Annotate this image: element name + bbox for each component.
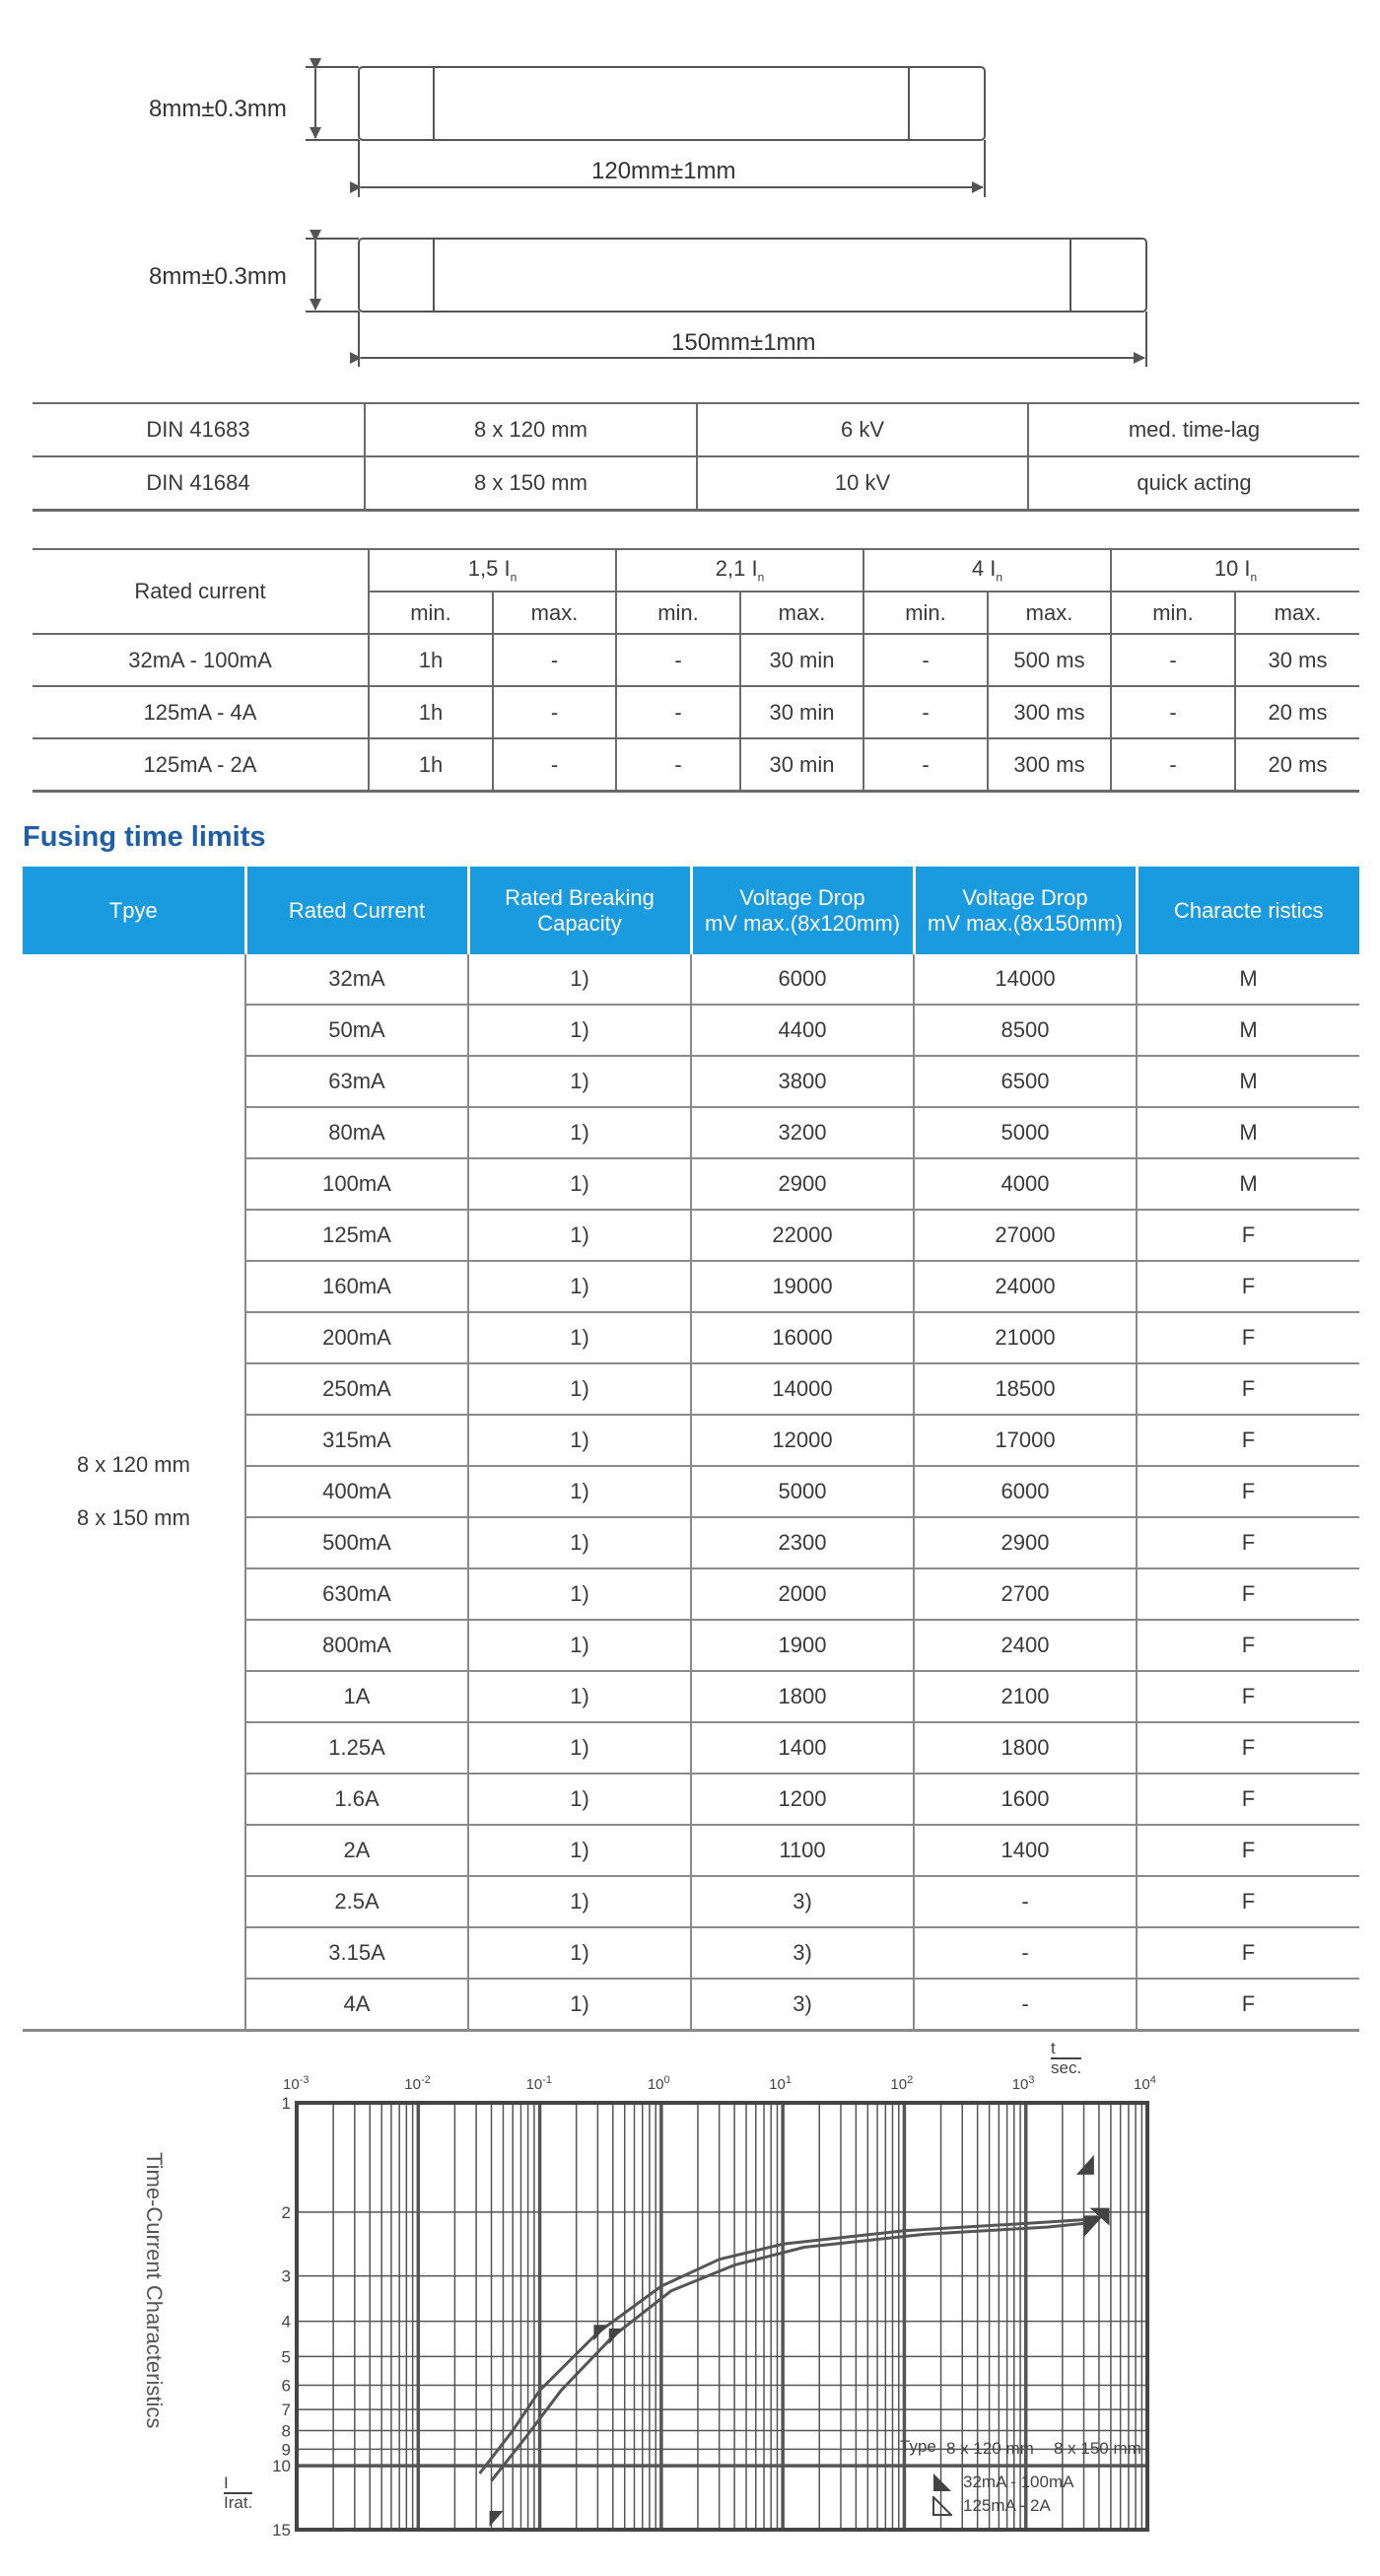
x-tick-base: 10 — [525, 2076, 543, 2093]
x-tick-base: 10 — [283, 2076, 300, 2093]
table-cell: 30 min — [740, 634, 863, 686]
rated-current-cell: 63mA — [245, 1056, 468, 1107]
breaking-capacity-cell: 1) — [468, 1876, 691, 1927]
table-row — [33, 686, 1359, 738]
factor-header: 10 $I_n$ — [1111, 549, 1359, 592]
table-cell: - — [616, 686, 740, 738]
voltage-drop-150-cell: 24000 — [914, 1261, 1137, 1312]
voltage-drop-120-cell: 19000 — [691, 1261, 914, 1312]
characteristics-cell: F — [1137, 1415, 1359, 1466]
table-cell: 30 ms — [1235, 634, 1359, 686]
curve-marker — [609, 2329, 623, 2344]
t-label: t — [1051, 2039, 1056, 2057]
y-tick-labels — [272, 2094, 291, 2540]
characteristics-cell: M — [1137, 1056, 1359, 1107]
y-tick-label: 3 — [281, 2266, 291, 2286]
table-cell: 20 ms — [1235, 738, 1359, 792]
voltage-drop-150-cell: 2400 — [914, 1620, 1137, 1671]
table-cell: 125mA - 2A — [33, 738, 369, 792]
voltage-drop-150-cell: 1600 — [914, 1774, 1137, 1825]
characteristics-cell: M — [1137, 954, 1359, 1005]
table-row — [33, 634, 1359, 686]
standards-table — [33, 402, 1359, 512]
standard-cell: DIN 41684 — [33, 456, 365, 511]
fuse-150-outline — [359, 239, 1146, 312]
legend-type-label: Type — [900, 2437, 936, 2456]
voltage-drop-120-cell: 14000 — [691, 1363, 914, 1415]
i-label: I — [224, 2473, 229, 2492]
min-header: min. — [616, 592, 740, 634]
breaking-capacity-cell: 1) — [468, 1671, 691, 1722]
rated-current-header: Rated current — [33, 549, 369, 634]
voltage-drop-150-cell: 21000 — [914, 1312, 1137, 1363]
rated-current-cell: 4A — [245, 1979, 468, 2031]
legend-entry1: 32mA - 100mA — [963, 2472, 1074, 2491]
voltage-drop-120-cell: 2300 — [691, 1517, 914, 1568]
voltage-drop-120-cell: 3200 — [691, 1107, 914, 1158]
voltage-drop-120-cell: 16000 — [691, 1312, 914, 1363]
type-value: 8 x 150 mm — [77, 1505, 190, 1530]
table-cell: - — [863, 738, 988, 792]
table-cell: - — [1111, 686, 1235, 738]
y-tick-label: 4 — [281, 2312, 291, 2332]
voltage-drop-120-cell: 3800 — [691, 1056, 914, 1107]
breaking-capacity-cell: 1) — [468, 1363, 691, 1415]
voltage-drop-120-cell: 4400 — [691, 1005, 914, 1056]
x-tick-label — [769, 2074, 792, 2093]
voltage-drop-150-cell: 1800 — [914, 1722, 1137, 1774]
fuse-dimension-drawing — [0, 0, 1380, 384]
voltage-drop-120-cell: 1100 — [691, 1825, 914, 1876]
rated-current-cell: 2.5A — [245, 1876, 468, 1927]
chart-side-title: Time-Current Characteristics — [142, 2152, 167, 2429]
characteristics-cell: F — [1137, 1517, 1359, 1568]
characteristics-cell: F — [1137, 1261, 1359, 1312]
voltage-drop-150-cell: 6000 — [914, 1466, 1137, 1517]
fuse-120-diameter-label: 8mm±0.3mm — [149, 96, 287, 122]
x-tick-label — [890, 2074, 913, 2093]
characteristics-cell: F — [1137, 1466, 1359, 1517]
legend-entry2: 125mA - 2A — [963, 2496, 1051, 2515]
x-tick-label — [1012, 2074, 1035, 2093]
breaking-capacity-cell: 1) — [468, 1158, 691, 1210]
characteristics-cell: F — [1137, 1620, 1359, 1671]
legend-outline-triangle-icon — [932, 2496, 952, 2516]
voltage-drop-150-cell: 8500 — [914, 1005, 1137, 1056]
voltage-drop-150-cell: 14000 — [914, 954, 1137, 1005]
fuse-150-length-label: 150mm±1mm — [671, 329, 816, 356]
y-tick-label: 7 — [281, 2401, 291, 2420]
breaking-capacity-cell: 1) — [468, 1107, 691, 1158]
type-cell — [23, 954, 245, 2031]
x-tick-exponent: 2 — [907, 2074, 914, 2086]
characteristics-cell: F — [1137, 1568, 1359, 1620]
voltage-drop-120-cell: 1400 — [691, 1722, 914, 1774]
x-tick-label — [648, 2074, 670, 2093]
min-header: min. — [1111, 592, 1235, 634]
breaking-capacity-cell: 1) — [468, 1415, 691, 1466]
characteristics-cell: F — [1137, 1825, 1359, 1876]
y-tick-label: 6 — [281, 2376, 291, 2396]
type-header: Tpye — [23, 867, 245, 954]
table-cell: - — [1111, 634, 1235, 686]
voltage-drop-120-cell: 22000 — [691, 1210, 914, 1261]
legend-col1: 8 x 120 mm — [946, 2439, 1034, 2458]
breaking-capacity-cell: 1) — [468, 1774, 691, 1825]
factor-header: 2,1 $I_n$ — [616, 549, 863, 592]
x-tick-base: 10 — [1011, 2076, 1029, 2093]
rated-current-header: Rated Current — [245, 867, 468, 954]
breaking-capacity-cell: 1) — [468, 1210, 691, 1261]
fusing-table — [23, 867, 1359, 2032]
speed-cell: quick acting — [1028, 456, 1359, 511]
table-cell: 32mA - 100mA — [33, 634, 369, 686]
voltage-drop-150-cell: 18500 — [914, 1363, 1137, 1415]
breaking-capacity-cell: 1) — [468, 1517, 691, 1568]
voltage-drop-120-cell: 12000 — [691, 1415, 914, 1466]
x-tick-label — [283, 2074, 309, 2093]
table-cell: 300 ms — [988, 738, 1111, 792]
table-cell: 125mA - 4A — [33, 686, 369, 738]
x-tick-exponent: -3 — [299, 2074, 310, 2086]
voltage-cell: 6 kV — [697, 403, 1028, 456]
time-current-chart — [0, 2041, 1380, 2576]
table-cell: - — [493, 634, 616, 686]
speed-cell: med. time-lag — [1028, 403, 1359, 456]
rated-current-cell: 250mA — [245, 1363, 468, 1415]
table-cell: - — [616, 634, 740, 686]
table-cell: - — [863, 686, 988, 738]
rated-current-cell: 80mA — [245, 1107, 468, 1158]
voltage-drop-150-cell: 1400 — [914, 1825, 1137, 1876]
y-tick-label: 10 — [272, 2457, 291, 2476]
type-value: 8 x 120 mm — [77, 1452, 190, 1477]
voltage-drop-120-cell: 3) — [691, 1927, 914, 1979]
rated-current-cell: 500mA — [245, 1517, 468, 1568]
fuse-150-diameter-arrow — [306, 239, 359, 312]
table-cell: - — [493, 738, 616, 792]
voltage-drop-150-cell: 2700 — [914, 1568, 1137, 1620]
voltage-drop-120-cell: 3) — [691, 1876, 914, 1927]
table-cell: 1h — [369, 686, 493, 738]
rated-current-cell: 3.15A — [245, 1927, 468, 1979]
table-cell: 30 min — [740, 686, 863, 738]
table-cell: - — [616, 738, 740, 792]
breaking-capacity-cell: 1) — [468, 1261, 691, 1312]
rated-current-cell: 1.6A — [245, 1774, 468, 1825]
breaking-capacity-cell: 1) — [468, 1979, 691, 2031]
t-axis-label — [1051, 2040, 1081, 2077]
voltage-drop-150-cell: - — [914, 1876, 1137, 1927]
fuse-120-diameter-arrow — [306, 67, 359, 140]
characteristics-cell: M — [1137, 1107, 1359, 1158]
characteristics-cell: F — [1137, 1876, 1359, 1927]
voltage-drop-150-cell: - — [914, 1979, 1137, 2031]
rated-current-cell: 400mA — [245, 1466, 468, 1517]
x-tick-base: 10 — [890, 2076, 908, 2093]
rated-current-cell: 125mA — [245, 1210, 468, 1261]
voltage-drop-150-header: Voltage Drop mV max.(8x150mm) — [914, 867, 1137, 954]
rated-current-cell: 100mA — [245, 1158, 468, 1210]
breaking-capacity-cell: 1) — [468, 1312, 691, 1363]
rated-current-cell: 160mA — [245, 1261, 468, 1312]
legend-col2: 8 x 150 mm — [1054, 2439, 1141, 2458]
x-tick-base: 10 — [769, 2076, 786, 2093]
table-row — [23, 954, 1359, 1005]
x-tick-label — [1134, 2074, 1156, 2093]
voltage-drop-150-cell: 4000 — [914, 1158, 1137, 1210]
rated-current-cell: 1A — [245, 1671, 468, 1722]
y-tick-label: 9 — [281, 2440, 291, 2460]
curve-marker — [1076, 2155, 1094, 2175]
x-tick-base: 10 — [1134, 2076, 1150, 2093]
legend-filled-triangle-icon — [932, 2472, 952, 2492]
rated-current-cell: 800mA — [245, 1620, 468, 1671]
characteristics-cell: F — [1137, 1927, 1359, 1979]
table-cell: 1h — [369, 738, 493, 792]
table-cell: - — [493, 686, 616, 738]
section-title: Fusing time limits — [23, 821, 266, 853]
table-cell: - — [1111, 738, 1235, 792]
breaking-capacity-cell: 1) — [468, 1056, 691, 1107]
size-cell: 8 x 120 mm — [365, 403, 697, 456]
table-cell: 30 min — [740, 738, 863, 792]
rated-current-cell: 200mA — [245, 1312, 468, 1363]
time-limits-table — [33, 548, 1359, 793]
y-tick-label: 5 — [281, 2347, 291, 2367]
breaking-capacity-cell: 1) — [468, 1466, 691, 1517]
standard-cell: DIN 41683 — [33, 403, 365, 456]
y-tick-label: 1 — [281, 2094, 291, 2113]
x-tick-labels — [283, 2074, 1156, 2093]
voltage-drop-150-cell: 2100 — [914, 1671, 1137, 1722]
table-cell: 300 ms — [988, 686, 1111, 738]
voltage-drop-150-cell: 6500 — [914, 1056, 1137, 1107]
breaking-capacity-cell: 1) — [468, 1005, 691, 1056]
voltage-drop-120-cell: 6000 — [691, 954, 914, 1005]
factor-header: 1,5 $I_n$ — [369, 549, 616, 592]
i-axis-label — [224, 2474, 252, 2512]
rated-current-cell: 315mA — [245, 1415, 468, 1466]
rated-current-cell: 2A — [245, 1825, 468, 1876]
breaking-capacity-cell: 1) — [468, 1722, 691, 1774]
characteristics-cell: M — [1137, 1158, 1359, 1210]
voltage-drop-120-cell: 5000 — [691, 1466, 914, 1517]
y-tick-label: 2 — [281, 2202, 291, 2222]
breaking-capacity-cell: 1) — [468, 954, 691, 1005]
table-row — [33, 456, 1359, 511]
voltage-drop-120-cell: 1800 — [691, 1671, 914, 1722]
rated-current-cell: 50mA — [245, 1005, 468, 1056]
rated-current-cell: 32mA — [245, 954, 468, 1005]
voltage-drop-120-header: Voltage Drop mV max.(8x120mm) — [691, 867, 914, 954]
rated-current-cell: 630mA — [245, 1568, 468, 1620]
x-tick-base: 10 — [404, 2076, 421, 2093]
chart-series — [480, 2155, 1110, 2527]
max-header: max. — [740, 592, 863, 634]
x-tick-exponent: 0 — [663, 2074, 670, 2086]
characteristics-cell: F — [1137, 1210, 1359, 1261]
max-header: max. — [1235, 592, 1359, 634]
table-header-row — [23, 867, 1359, 954]
max-header: max. — [493, 592, 616, 634]
voltage-drop-120-cell: 1200 — [691, 1774, 914, 1825]
voltage-drop-120-cell: 2900 — [691, 1158, 914, 1210]
y-tick-label: 15 — [272, 2521, 291, 2540]
sec-label: sec. — [1051, 2058, 1082, 2077]
characteristics-cell: F — [1137, 1363, 1359, 1415]
table-row — [33, 403, 1359, 456]
characteristics-cell: F — [1137, 1722, 1359, 1774]
breaking-capacity-cell: 1) — [468, 1568, 691, 1620]
table-header-row — [33, 549, 1359, 592]
characteristics-cell: F — [1137, 1774, 1359, 1825]
voltage-drop-150-cell: 17000 — [914, 1415, 1137, 1466]
voltage-drop-150-cell: - — [914, 1927, 1137, 1979]
breaking-capacity-header: Rated Breaking Capacity — [468, 867, 691, 954]
characteristics-cell: F — [1137, 1671, 1359, 1722]
rated-current-cell: 1.25A — [245, 1722, 468, 1774]
table-row — [33, 738, 1359, 792]
fuse-120-length-label: 120mm±1mm — [591, 158, 736, 184]
voltage-drop-120-cell: 2000 — [691, 1568, 914, 1620]
x-tick-label — [404, 2074, 430, 2093]
x-tick-base: 10 — [647, 2076, 664, 2093]
table-cell: 20 ms — [1235, 686, 1359, 738]
factor-header: 4 $I_n$ — [863, 549, 1111, 592]
fuse-120-outline — [359, 67, 985, 140]
table-cell: 500 ms — [988, 634, 1111, 686]
voltage-drop-150-cell: 2900 — [914, 1517, 1137, 1568]
max-header: max. — [988, 592, 1111, 634]
x-tick-exponent: -1 — [542, 2074, 553, 2086]
x-tick-exponent: -2 — [420, 2074, 431, 2086]
breaking-capacity-cell: 1) — [468, 1620, 691, 1671]
x-tick-label — [526, 2074, 552, 2093]
x-tick-exponent: 4 — [1149, 2074, 1156, 2086]
x-tick-exponent: 3 — [1028, 2074, 1035, 2086]
breaking-capacity-cell: 1) — [468, 1825, 691, 1876]
table-cell: - — [863, 634, 988, 686]
x-tick-exponent: 1 — [785, 2074, 792, 2086]
voltage-drop-150-cell: 5000 — [914, 1107, 1137, 1158]
curve-end-marker — [1084, 2215, 1104, 2237]
voltage-drop-150-cell: 27000 — [914, 1210, 1137, 1261]
size-cell: 8 x 150 mm — [365, 456, 697, 511]
fusing-table-body — [23, 954, 1359, 2031]
min-header: min. — [863, 592, 988, 634]
characteristics-header: Characte ristics — [1137, 867, 1359, 954]
chart-grid — [297, 2103, 1147, 2530]
voltage-drop-120-cell: 3) — [691, 1979, 914, 2031]
irat-label: Irat. — [224, 2493, 253, 2512]
characteristics-cell: M — [1137, 1005, 1359, 1056]
voltage-cell: 10 kV — [697, 456, 1028, 511]
characteristics-cell: F — [1137, 1312, 1359, 1363]
min-header: min. — [369, 592, 493, 634]
characteristics-cell: F — [1137, 1979, 1359, 2031]
table-cell: 1h — [369, 634, 493, 686]
fuse-150-diameter-label: 8mm±0.3mm — [149, 263, 287, 290]
y-tick-label: 8 — [281, 2421, 291, 2441]
voltage-drop-120-cell: 1900 — [691, 1620, 914, 1671]
breaking-capacity-cell: 1) — [468, 1927, 691, 1979]
curve-marker — [593, 2325, 607, 2340]
